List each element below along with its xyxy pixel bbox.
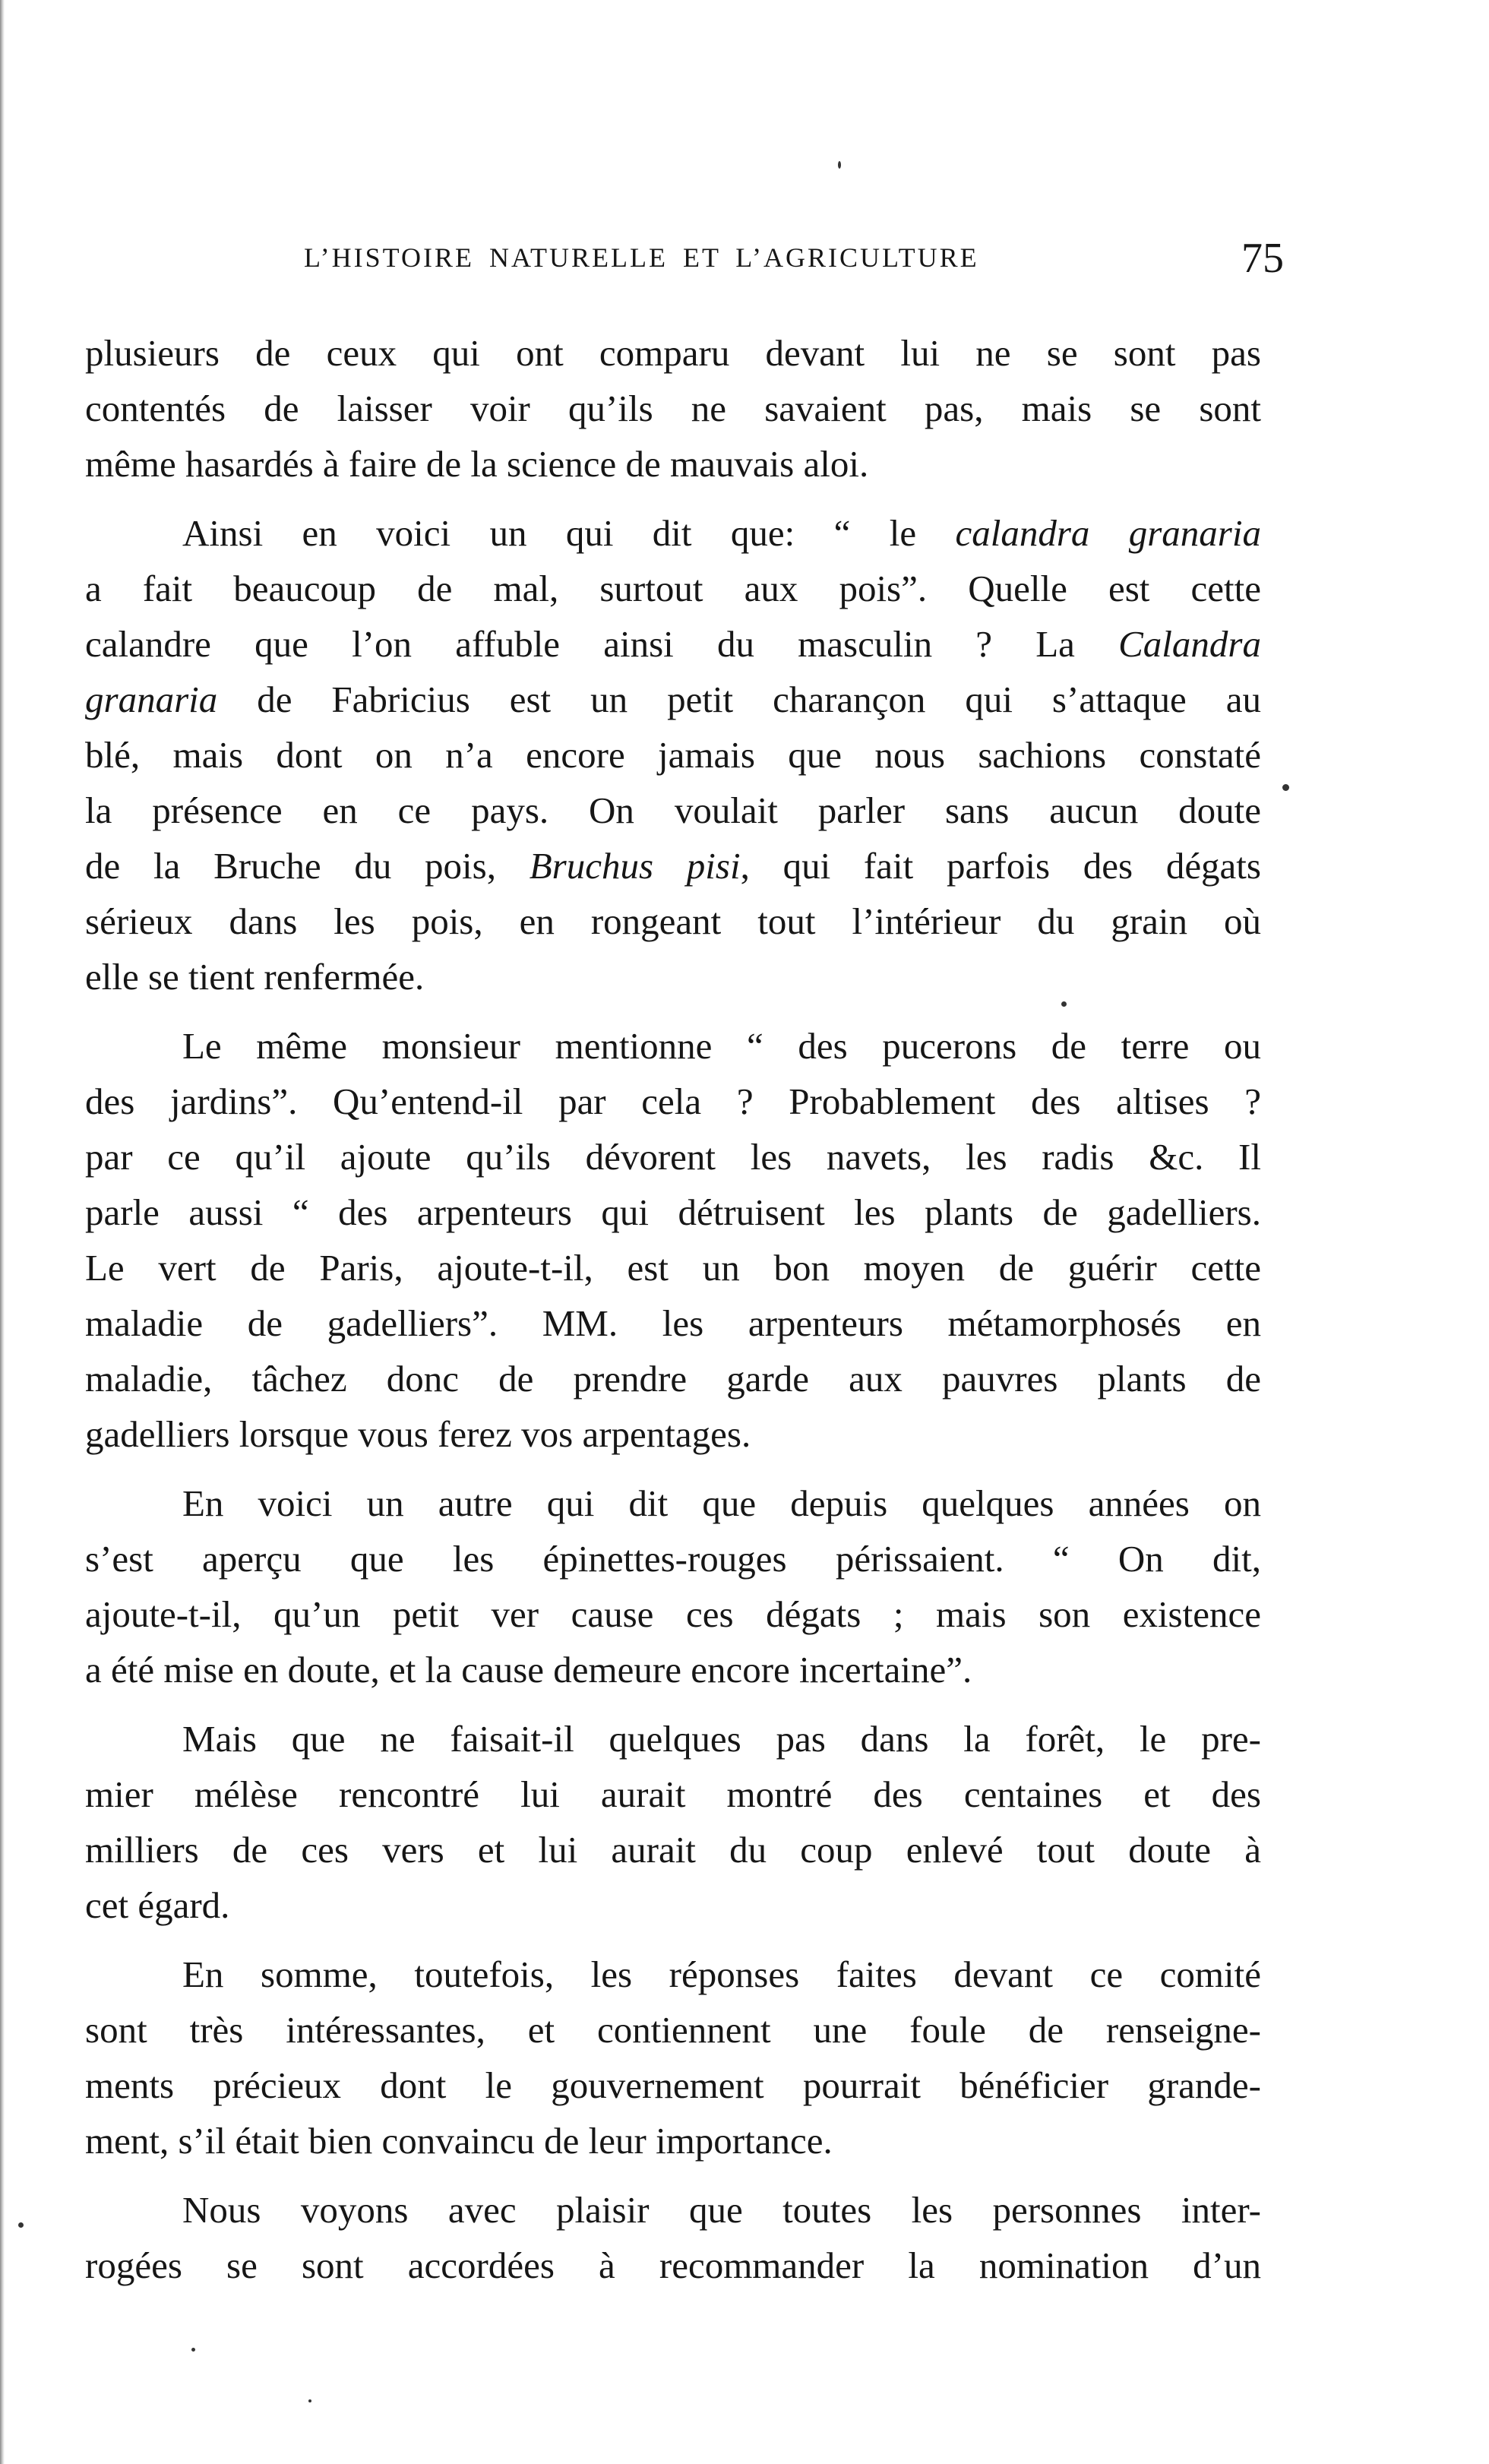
text-line: des jardins”. Qu’entend-il par cela ? Probablement des altises ?: [85, 1080, 1261, 1122]
text-line: sérieux dans les pois, en rongeant tout l’intérieur du grain où: [85, 900, 1261, 942]
ink-speck: [18, 2222, 24, 2228]
text-line: elle se tient renfermée.: [85, 956, 425, 998]
paragraph: [85, 1476, 1261, 1697]
page-edge-shadow: [0, 0, 5, 2464]
text-line: parle aussi “ des arpenteurs qui détruisent les plants de gadelliers.: [85, 1191, 1261, 1233]
paragraph: [85, 1711, 1261, 1933]
ink-speck: [1282, 784, 1289, 791]
running-head: L’HISTOIRE NATURELLE ET L’AGRICULTURE: [304, 242, 979, 273]
ink-speck: [838, 161, 841, 169]
paragraph: [85, 2182, 1261, 2293]
text-line: de la Bruche du pois, Bruchus pisi, qui fait parfois des dégats: [85, 845, 1261, 887]
ink-speck: [1061, 1001, 1067, 1007]
text-line: Ainsi en voici un qui dit que: “ le calandra granaria: [182, 512, 1261, 554]
text-line: milliers de ces vers et lui aurait du coup enlevé tout doute à: [85, 1829, 1261, 1871]
text-line: ajoute-t-il, qu’un petit ver cause ces dégats ; mais son existence: [85, 1593, 1261, 1635]
text-line: la présence en ce pays. On voulait parler sans aucun doute: [85, 789, 1261, 831]
text-line: Le même monsieur mentionne “ des pucerons de terre ou: [182, 1025, 1261, 1067]
text-line: cet égard.: [85, 1884, 230, 1926]
ink-speck: [191, 2348, 195, 2352]
body-text: [85, 325, 1261, 2307]
text-line: blé, mais dont on n’a encore jamais que nous sachions constaté: [85, 734, 1261, 776]
page-number: 75: [1241, 235, 1284, 282]
text-line: En somme, toutefois, les réponses faites devant ce comité: [182, 1953, 1261, 1995]
text-line: ment, s’il était bien convaincu de leur importance.: [85, 2120, 833, 2162]
text-line: maladie, tâchez donc de prendre garde aux pauvres plants de: [85, 1358, 1261, 1400]
paragraph: [85, 505, 1261, 1004]
text-line: gadelliers lorsque vous ferez vos arpentages.: [85, 1413, 751, 1455]
text-line: Nous voyons avec plaisir que toutes les personnes inter-: [182, 2189, 1261, 2231]
text-line: même hasardés à faire de la science de mauvais aloi.: [85, 443, 869, 485]
ink-speck: [308, 2399, 311, 2402]
paragraph: [85, 325, 1261, 492]
paragraph: [85, 1018, 1261, 1462]
text-line: sont très intéressantes, et contiennent une foule de renseigne-: [85, 2009, 1261, 2051]
text-line: Le vert de Paris, ajoute-t-il, est un bon moyen de guérir cette: [85, 1247, 1261, 1289]
paragraph: [85, 1947, 1261, 2168]
text-line: ments précieux dont le gouvernement pourrait bénéficier grande-: [85, 2064, 1261, 2106]
text-line: s’est aperçu que les épinettes-rouges périssaient. “ On dit,: [85, 1538, 1261, 1580]
text-line: par ce qu’il ajoute qu’ils dévorent les navets, les radis &c. Il: [85, 1136, 1261, 1178]
text-line: rogées se sont accordées à recommander la nomination d’un: [85, 2244, 1261, 2286]
text-line: maladie de gadelliers”. MM. les arpenteurs métamorphosés en: [85, 1302, 1261, 1344]
text-line: contentés de laisser voir qu’ils ne savaient pas, mais se sont: [85, 387, 1261, 429]
text-line: mier mélèse rencontré lui aurait montré des centaines et des: [85, 1773, 1261, 1815]
text-line: a été mise en doute, et la cause demeure encore incertaine”.: [85, 1649, 972, 1691]
text-line: granaria de Fabricius est un petit charançon qui s’attaque au: [85, 678, 1261, 720]
text-line: a fait beaucoup de mal, surtout aux pois”. Quelle est cette: [85, 568, 1261, 609]
text-line: En voici un autre qui dit que depuis quelques années on: [182, 1482, 1261, 1524]
text-line: plusieurs de ceux qui ont comparu devant lui ne se sont pas: [85, 332, 1261, 374]
page-header: [304, 235, 1284, 310]
text-line: calandre que l’on affuble ainsi du masculin ? La Calandra: [85, 623, 1261, 665]
text-line: Mais que ne faisait-il quelques pas dans la forêt, le pre-: [182, 1718, 1261, 1760]
